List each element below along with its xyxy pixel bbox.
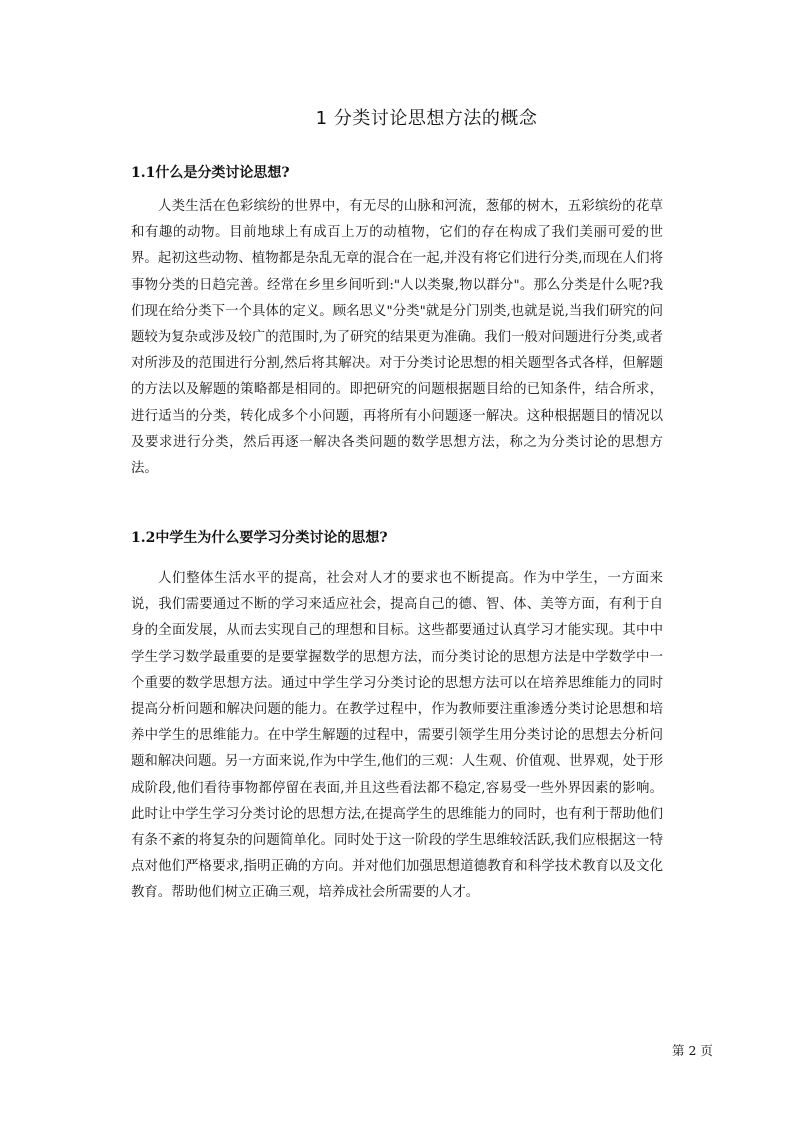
section-paragraph-1-1: 人类生活在色彩缤纷的世界中，有无尽的山脉和河流，葱郁的树木，五彩缤纷的花草和有趣的动物。目前地球上有成百上万的动植物，它们的存在构成了我们美丽可爱的世界。起初这些动物、植物都是杂乱无章的混合在一起,并没有将它们进行分类,而现在人们将事物分类的日趋完善。经常在乡里乡间听到:"人以类聚,物以群分"。那么分类是什么呢?我们现在给分类下一个具体的定义。顾名思义"分类"就是分门别类,也就是说,当我们研究的问题较为复杂或涉及较广的范围时,为了研究的结果更为准确。我们一般对问题进行分类,或者对所涉及的范围进行分割,然后将其解决。对于分类讨论思想的相关题型各式各样，但解题的方法以及解题的策略都是相同的。即把研究的问题根据题目给的已知条件，结合所求，进行适当的分类，转化成多个小问题，再将所有小问题逐一解决。这种根据题目的情况以及要求进行分类，然后再逐一解决各类问题的数学思想方法，称之为分类讨论的思想方法。 [131,199,663,477]
chapter-title: 1 分类讨论思想方法的概念 [315,108,538,129]
page-number: 第 2 页 [672,1043,713,1058]
section-heading-1-2: 1.2中学生为什么要学习分类讨论的思想? [131,530,388,546]
section-heading-1-1: 1.1什么是分类讨论思想? [131,165,290,181]
section-paragraph-1-2: 人们整体生活水平的提高，社会对人才的要求也不断提高。作为中学生，一方面来说，我们需要通过不断的学习来适应社会，提高自己的德、智、体、美等方面，有利于自身的全面发展，从而去实现自己的理想和目标。这些都要通过认真学习才能实现。其中中学生学习数学最重要的是要掌握数学的思想方法，而分类讨论的思想方法是中学数学中一个重要的数学思想方法。通过中学生学习分类讨论的思想方法可以在培养思维能力的同时提高分析问题和解决问题的能力。在教学过程中，作为教师要注重渗透分类讨论思想和培养中学生的思维能力。在中学生解题的过程中，需要引领学生用分类讨论的思想去分析问题和解决问题。另一方面来说,作为中学生,他们的三观：人生观、价值观、世界观，处于形成阶段,他们看待事物都停留在表面,并且这些看法都不稳定,容易受一些外界因素的影响。此时让中学生学习分类讨论的思想方法,在提高学生的思维能力的同时，也有利于帮助他们有条不紊的将复杂的问题简单化。同时处于这一阶段的学生思维较活跃,我们应根据这一特点对他们严格要求,指明正确的方向。并对他们加强思想道德教育和科学技术教育以及文化教育。帮助他们树立正确三观，培养成社会所需要的人才。 [131,571,663,901]
